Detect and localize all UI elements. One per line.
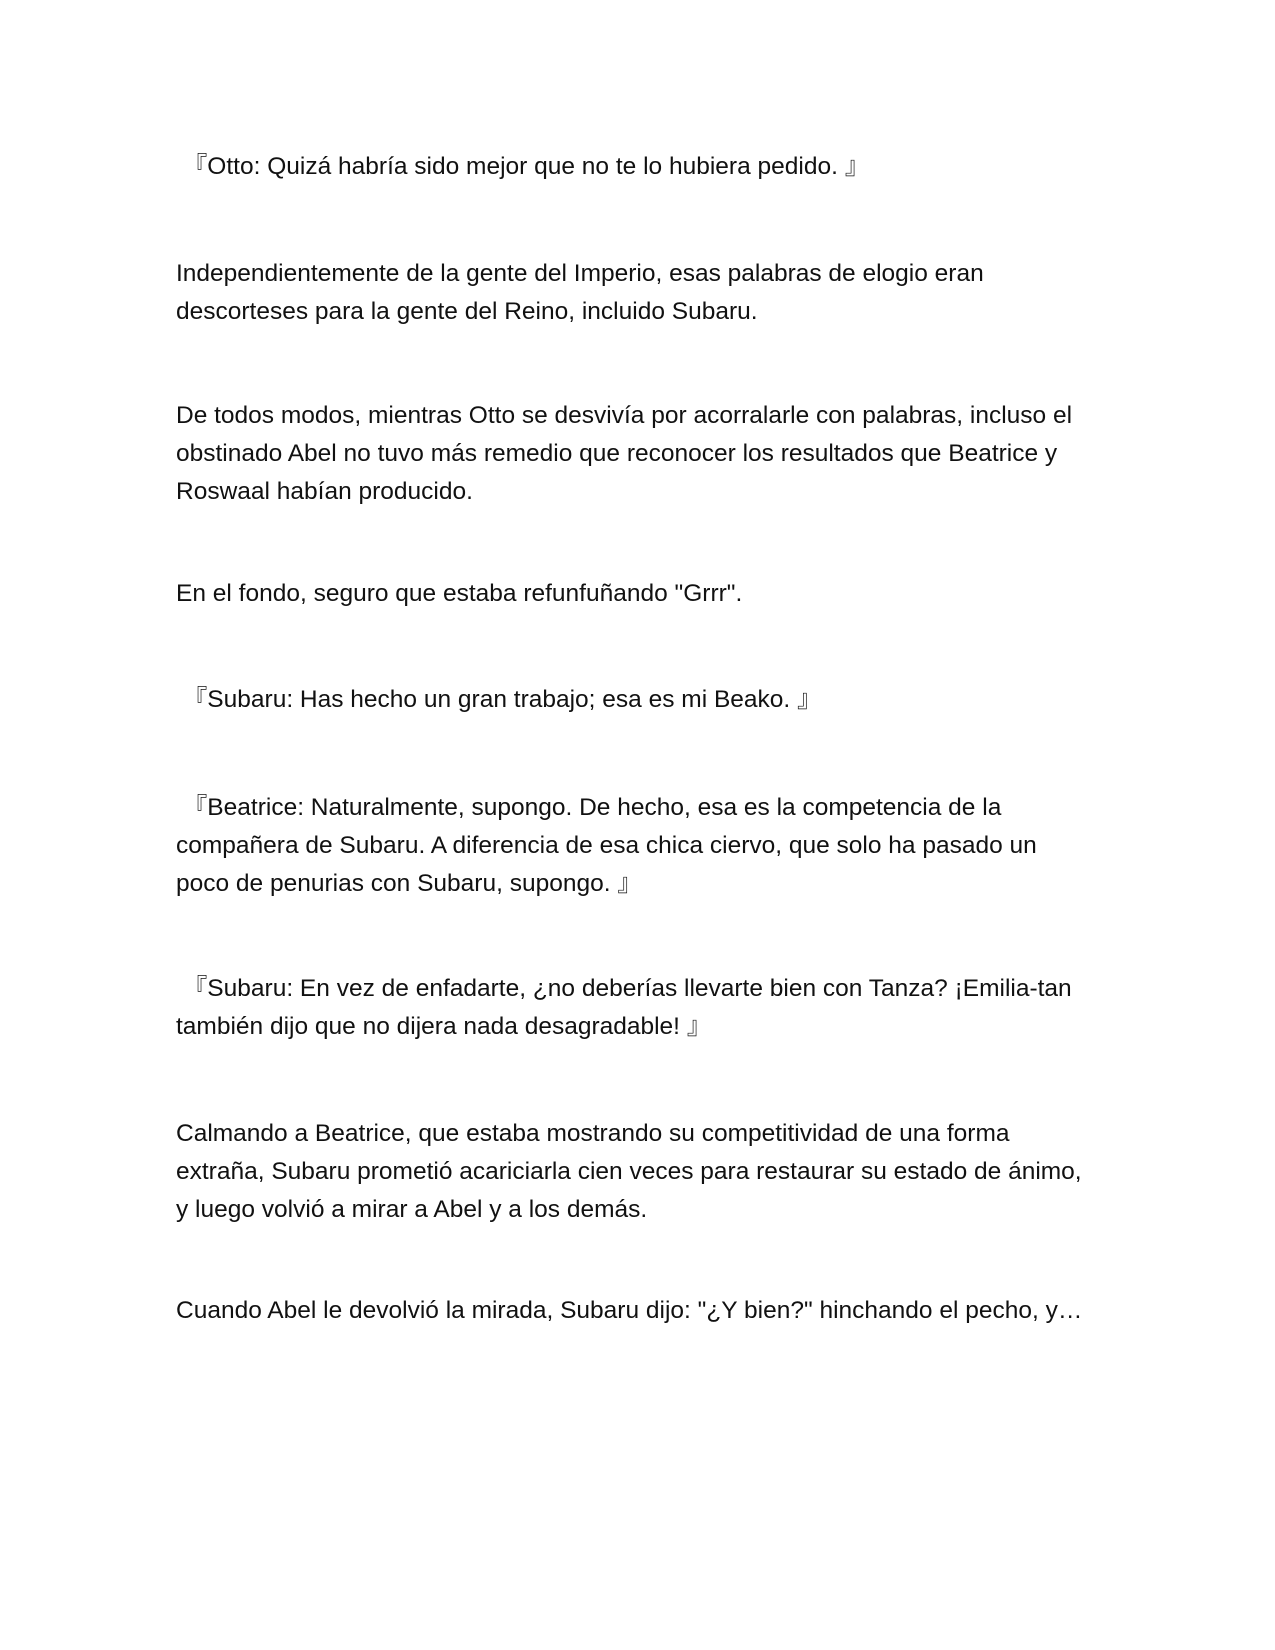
paragraph-subaru-dialogue-2: 『Subaru: En vez de enfadarte, ¿no deberías llevarte bien con Tanza? ¡Emilia-tan también dijo que no dijera nada desagradable! 』	[176, 975, 1079, 1040]
paragraph-abel-gaze: Cuando Abel le devolvió la mirada, Subaru dijo: "¿Y bien?" hinchando el pecho, y…	[176, 1297, 1083, 1324]
paragraph-subaru-dialogue-1: 『Subaru: Has hecho un gran trabajo; esa es mi Beako. 』	[176, 686, 822, 713]
paragraph-grumbling: En el fondo, seguro que estaba refunfuñando "Grrr".	[176, 580, 743, 607]
paragraph-beatrice-dialogue: 『Beatrice: Naturalmente, supongo. De hecho, esa es la competencia de la compañera de Subaru. A diferencia de esa chica ciervo, que solo ha pasado un poco de penurias con Subaru, supongo. 』	[176, 794, 1044, 897]
paragraph-empire-praise: Independientemente de la gente del Imperio, esas palabras de elogio eran descorteses para la gente del Reino, incluido Subaru.	[176, 260, 991, 325]
paragraph-calming-beatrice: Calmando a Beatrice, que estaba mostrando su competitividad de una forma extraña, Subaru prometió acariciarla cien veces para restaurar su estado de ánimo, y luego volvió a mirar a Abel y a los demás.	[176, 1120, 1089, 1223]
paragraph-otto-cornering: De todos modos, mientras Otto se desvivía por acorralarle con palabras, incluso el obstinado Abel no tuvo más remedio que reconocer los resultados que Beatrice y Roswaal habían producido.	[176, 402, 1079, 505]
paragraph-otto-dialogue: 『Otto: Quizá habría sido mejor que no te lo hubiera pedido. 』	[176, 153, 870, 180]
